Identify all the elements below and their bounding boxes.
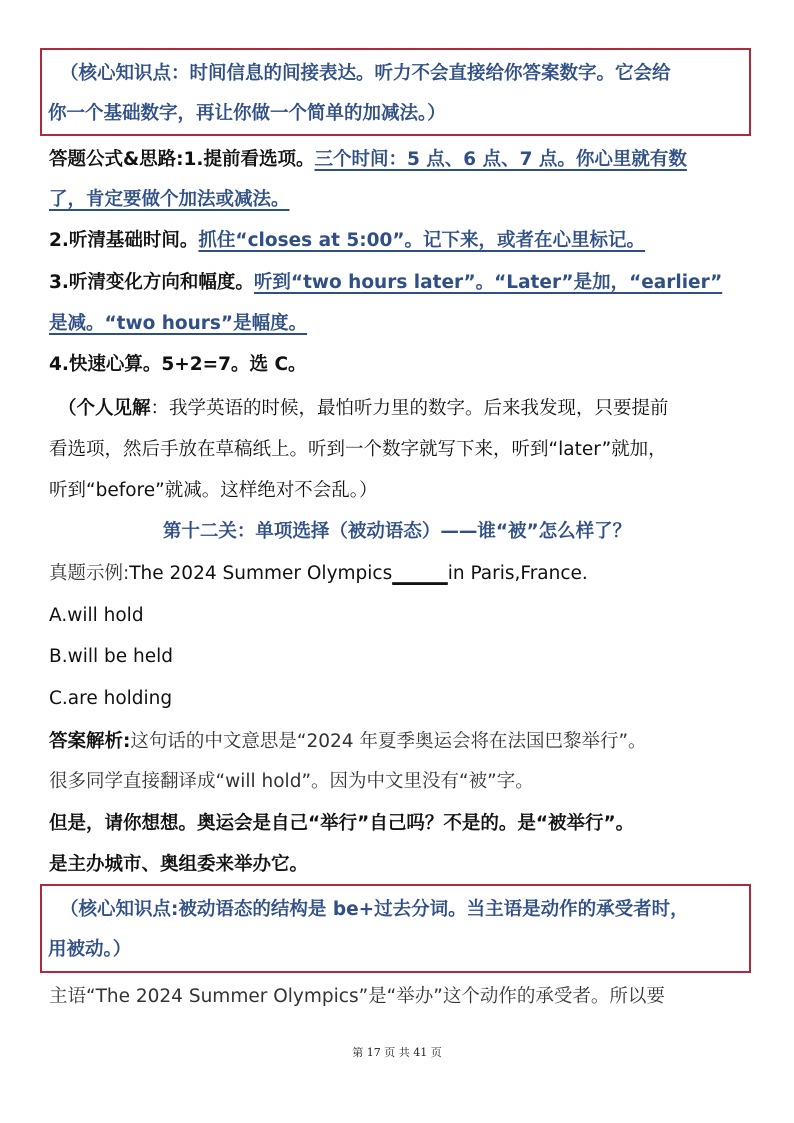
step-3-line xyxy=(49,271,750,295)
personal-text-1: ：我学英语的时候，最怕听力里的数字。后来我发现，只要提前 xyxy=(150,398,669,419)
step-2-highlight: 抓住“closes at 5:00”。记下来，或者在心里标记。 xyxy=(198,230,646,251)
key-point-box-2 xyxy=(40,884,751,973)
page-footer: 第 17 页 共 41 页 xyxy=(352,1046,442,1059)
key-point-box-1 xyxy=(40,48,751,136)
question-prefix: 真题示例: xyxy=(49,563,130,584)
option-a: A.will hold xyxy=(49,605,144,626)
analysis-label: 答案解析: xyxy=(49,731,131,752)
key-point-line-1 xyxy=(60,62,739,86)
step-2-text: 2.听清基础时间。 xyxy=(49,230,199,251)
analysis-line-3: 但是，请你想想。奥运会是自己“举行”自己吗？不是的。是“被举行”。 xyxy=(49,813,635,834)
personal-label: （个人见解 xyxy=(58,398,151,419)
step-3-highlight: 听到“two hours later”。“Later”是加，“earlier” xyxy=(253,272,723,293)
key-point-2-label: （核心知识点: xyxy=(60,899,179,920)
step-1-line xyxy=(49,148,750,172)
step-2-line xyxy=(49,229,750,253)
step-1-text: 1.提前看选项。 xyxy=(183,149,315,170)
formula-label: 答题公式&思路: xyxy=(49,149,184,170)
question-stem-after: in Paris,France. xyxy=(447,563,588,584)
step-4-line: 4.快速心算。5+2=7。选 C。 xyxy=(49,354,307,375)
step-3-line-2 xyxy=(49,312,750,336)
key-point-2-line-2: 用被动。） xyxy=(48,939,132,960)
step-1-line-2 xyxy=(49,188,750,212)
personal-line-3: 听到“before”就减。这样绝对不会乱。） xyxy=(49,480,378,501)
section-title: 第十二关：单项选择（被动语态）——谁“被”怎么样了？ xyxy=(162,521,632,542)
analysis-text-1: 这句话的中文意思是“2024 年夏季奥运会将在法国巴黎举行”。 xyxy=(130,731,647,752)
personal-line-1 xyxy=(58,397,750,421)
question-stem-before: The 2024 Summer Olympics xyxy=(129,563,393,584)
analysis-line-4: 是主办城市、奥组委来举办它。 xyxy=(49,854,309,875)
analysis-line-2: 很多同学直接翻译成“will hold”。因为中文里没有“被”字。 xyxy=(49,771,534,792)
key-point-line-2: 你一个基础数字，再让你做一个简单的加减法。） xyxy=(48,103,446,124)
option-c: C.are holding xyxy=(49,688,173,709)
key-point-2-text: 被动语态的结构是 be+过去分词。当主语是动作的承受者时， xyxy=(178,899,689,920)
option-b: B.will be held xyxy=(49,646,173,667)
analysis-line-1 xyxy=(49,730,750,754)
step-1-highlight-2: 了，肯定要做个加法或减法。 xyxy=(49,189,290,210)
subject-explanation-line: 主语“The 2024 Summer Olympics”是“举办”这个动作的承受者。所以要 xyxy=(49,986,665,1007)
step-3-text: 3.听清变化方向和幅度。 xyxy=(49,272,254,293)
step-3-highlight-2: 是减。“two hours”是幅度。 xyxy=(49,313,308,334)
step-1-highlight: 三个时间：5 点、6 点、7 点。你心里就有数 xyxy=(314,149,687,170)
key-point-label: （核心知识点： xyxy=(60,63,190,84)
key-point-text: 时间信息的间接表达。听力不会直接给你答案数字。它会给 xyxy=(189,63,671,84)
question-blank: ______ xyxy=(392,563,448,584)
question-stem xyxy=(49,562,750,586)
personal-line-2: 看选项，然后手放在草稿纸上。听到一个数字就写下来，听到“later”就加， xyxy=(49,439,667,460)
key-point-2-line-1 xyxy=(60,898,739,922)
